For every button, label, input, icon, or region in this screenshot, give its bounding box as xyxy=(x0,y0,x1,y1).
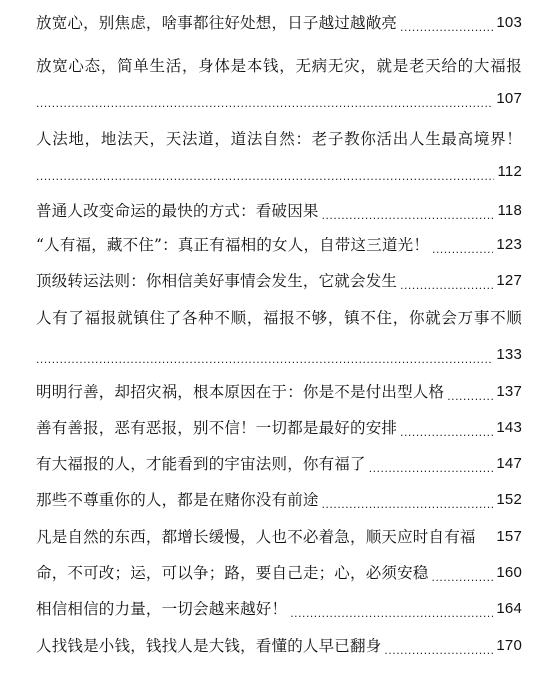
toc-entry-title: 命，不可改；运，可以争；路，要自己走；心，必须安稳 xyxy=(36,564,429,582)
toc-page-number: 118 xyxy=(497,202,522,219)
toc-page-number: 123 xyxy=(496,236,522,253)
toc-dot-leader xyxy=(36,348,493,370)
toc-entry-title: 那些不尊重你的人，都是在赌你没有前途 xyxy=(36,491,319,509)
toc-entry-title: 人有了福报就镇住了各种不顺，福报不够，镇不住，你就会万事不顺 xyxy=(36,309,522,327)
toc-entry-title: 放宽心态，简单生活，身体是本钱，无病无灾，就是老天给的大福报 xyxy=(36,57,522,75)
toc-page-number: 112 xyxy=(497,163,522,180)
toc-page-number: 152 xyxy=(496,491,522,508)
toc-entry[interactable] xyxy=(36,230,522,260)
toc-dot-leader xyxy=(400,274,493,296)
toc-entry-title: 凡是自然的东西，都增长缓慢，人也不必着急，顺天应时自有福 xyxy=(36,528,476,546)
toc-dot-leader xyxy=(400,421,493,443)
toc-entry[interactable] xyxy=(36,196,522,226)
toc-entry[interactable] xyxy=(36,377,522,407)
toc-dot-leader xyxy=(400,16,493,38)
toc-entry-title: 人找钱是小钱，钱找人是大钱，看懂的人早已翻身 xyxy=(36,637,382,655)
toc-entry-continuation[interactable] xyxy=(36,157,522,187)
toc-dot-leader xyxy=(384,639,493,661)
toc-entry-title: 明明行善，却招灾祸，根本原因在于：你是不是付出型人格 xyxy=(36,383,445,401)
toc-page-number: 127 xyxy=(496,272,522,289)
toc-page-number: 103 xyxy=(496,14,522,31)
toc-page-number: 147 xyxy=(496,455,522,472)
toc-entry-title: 普通人改变命运的最快的方式：看破因果 xyxy=(36,202,319,220)
toc-dot-leader xyxy=(322,493,494,515)
toc-entry-title: “人有福，藏不住”：真正有福相的女人，自带这三道光！ xyxy=(36,236,430,254)
toc-page-number: 133 xyxy=(496,346,522,363)
toc-entry-title: 人法地，地法天，天法道，道法自然：老子教你活出人生最高境界！ xyxy=(36,130,522,148)
toc-entry[interactable] xyxy=(36,51,522,81)
toc-entry-title: 顶级转运法则：你相信美好事情会发生，它就会发生 xyxy=(36,272,398,290)
toc-dot-leader xyxy=(290,602,493,624)
toc-entry-continuation[interactable] xyxy=(36,84,522,114)
toc-dot-leader xyxy=(36,165,494,187)
toc-entry[interactable] xyxy=(36,449,522,479)
toc-entry-continuation[interactable] xyxy=(36,340,522,370)
toc-page-number: 160 xyxy=(496,564,522,581)
toc-entry-title: 相信相信的力量，一切会越来越好！ xyxy=(36,600,288,618)
toc-page-number: 107 xyxy=(496,90,522,107)
toc-entry[interactable] xyxy=(36,124,522,154)
toc-entry[interactable] xyxy=(36,485,522,515)
toc-dot-leader xyxy=(322,204,495,226)
toc-entry[interactable] xyxy=(36,266,522,296)
toc-entry[interactable] xyxy=(36,303,522,333)
toc-page-number: 143 xyxy=(496,419,522,436)
toc-page-number: 137 xyxy=(496,383,522,400)
toc-entry-title: 有大福报的人，才能看到的宇宙法则，你有福了 xyxy=(36,455,366,473)
toc-dot-leader xyxy=(432,566,494,588)
toc-page-number: 164 xyxy=(496,600,522,617)
toc-page-number: 157 xyxy=(496,528,522,545)
toc-entry[interactable] xyxy=(36,631,522,661)
toc-entry[interactable] xyxy=(36,594,522,624)
toc-dot-leader xyxy=(447,385,493,407)
toc-dot-leader xyxy=(432,238,493,260)
toc-page-number: 170 xyxy=(496,637,522,654)
toc-entry-title: 善有善报，恶有恶报，别不信！一切都是最好的安排 xyxy=(36,419,398,437)
toc-entry-title: 放宽心，别焦虑，啥事都往好处想，日子越过越敞亮 xyxy=(36,14,398,32)
toc-entry[interactable] xyxy=(36,522,522,552)
toc-entry[interactable] xyxy=(36,558,522,588)
toc-dot-leader xyxy=(36,92,493,114)
toc-entry[interactable] xyxy=(36,413,522,443)
toc-dot-leader xyxy=(369,457,494,479)
toc-entry[interactable] xyxy=(36,8,522,38)
